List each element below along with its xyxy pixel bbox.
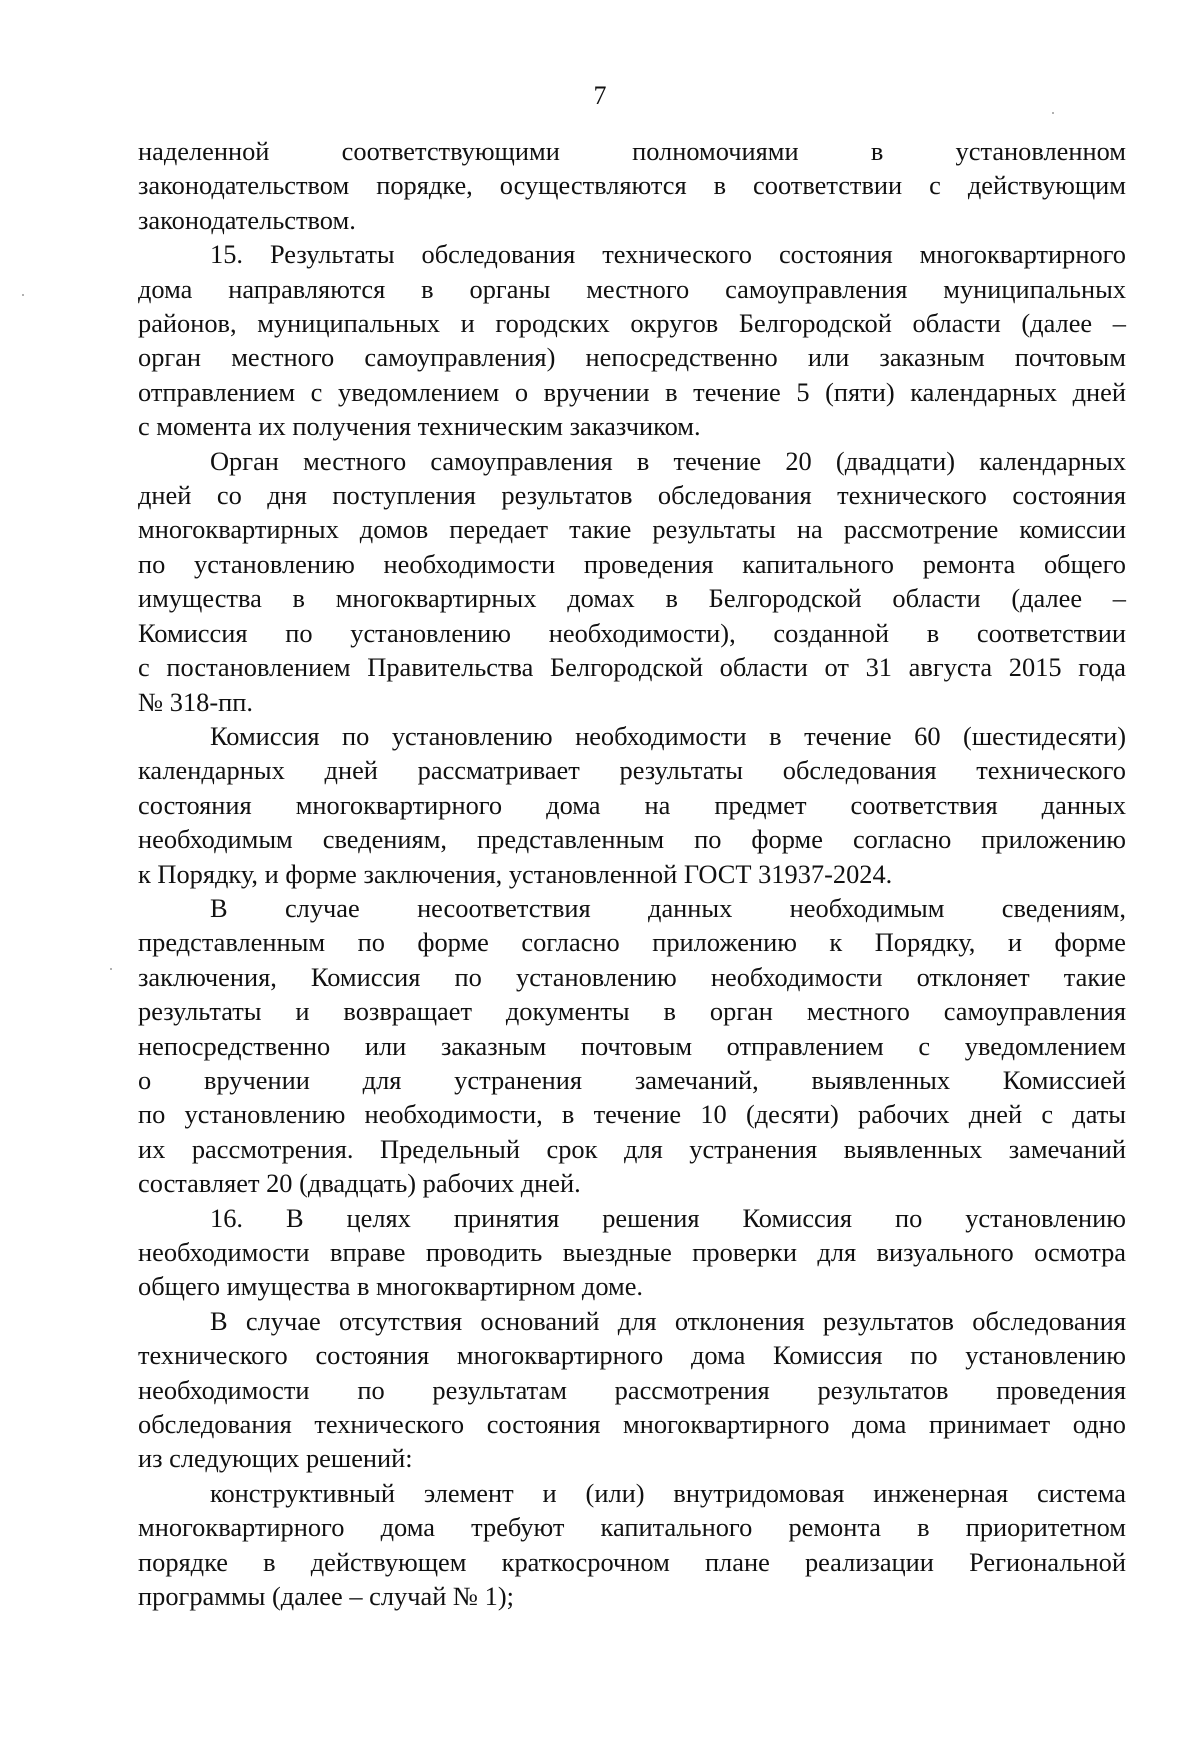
paragraph-line: непосредственно или заказным почтовым отправлением с уведомлением <box>138 1030 1126 1061</box>
paragraph <box>138 1476 1126 1614</box>
paragraph-line: результаты и возвращает документы в орган местного самоуправления <box>138 996 1126 1027</box>
paragraph-line: Комиссия по установлению необходимости), созданной в соответствии <box>138 617 1126 648</box>
paragraph <box>138 237 1126 443</box>
paragraph-line: технического состояния многоквартирного дома Комиссия по установлению <box>138 1340 1126 1371</box>
scan-artifact-dot <box>1052 112 1054 114</box>
paragraph-line: конструктивный элемент и (или) внутридомовая инженерная система <box>210 1477 1126 1508</box>
paragraph-line: составляет 20 (двадцать) рабочих дней. <box>138 1168 581 1199</box>
paragraph <box>138 891 1126 1201</box>
paragraph <box>138 1201 1126 1304</box>
scan-artifact-dot <box>110 968 112 970</box>
paragraph-line: дней со дня поступления результатов обследования технического состояния <box>138 480 1126 511</box>
paragraph <box>138 444 1126 719</box>
paragraph-line: многоквартирных домов передает такие результаты на рассмотрение комиссии <box>138 514 1126 545</box>
paragraph-line: имущества в многоквартирных домах в Белгородской области (далее – <box>138 583 1126 614</box>
paragraph-line: наделенной соответствующими полномочиями в установленном <box>138 136 1126 166</box>
paragraph-line: орган местного самоуправления) непосредственно или заказным почтовым <box>138 342 1126 373</box>
scan-artifact-dot <box>22 294 24 296</box>
paragraph-line: 16. В целях принятия решения Комиссия по установлению <box>210 1202 1126 1233</box>
paragraph-line: необходимости вправе проводить выездные проверки для визуального осмотра <box>138 1237 1126 1267</box>
paragraph-line: отправлением с уведомлением о вручении в течение 5 (пяти) календарных дней <box>138 376 1126 407</box>
paragraph-line: заключения, Комиссия по установлению необходимости отклоняет такие <box>138 961 1126 992</box>
paragraph-line: дома направляются в органы местного самоуправления муниципальных <box>138 273 1126 304</box>
paragraph <box>138 719 1126 891</box>
paragraph-line: о вручении для устранения замечаний, выявленных Комиссией <box>138 1064 1126 1095</box>
page-number: 7 <box>593 81 607 110</box>
paragraph-line: № 318-пп. <box>138 686 253 717</box>
paragraph-line: многоквартирного дома требуют капитального ремонта в приоритетном <box>138 1512 1126 1543</box>
paragraph-line: с постановлением Правительства Белгородской области от 31 августа 2015 года <box>138 652 1126 683</box>
paragraph-line: общего имущества в многоквартирном доме. <box>138 1271 644 1302</box>
paragraph-line: состояния многоквартирного дома на предмет соответствия данных <box>138 789 1126 820</box>
paragraph-line: порядке в действующем краткосрочном плане реализации Региональной <box>138 1546 1126 1577</box>
paragraph-line: законодательством. <box>138 204 356 235</box>
paragraph-line: районов, муниципальных и городских округов Белгородской области (далее – <box>138 308 1126 339</box>
paragraph-line: из следующих решений: <box>138 1443 413 1474</box>
paragraph-line: по установлению необходимости, в течение 10 (десяти) рабочих дней с даты <box>138 1099 1126 1130</box>
paragraph-line: программы (далее – случай № 1); <box>138 1581 515 1612</box>
paragraph-line: календарных дней рассматривает результаты обследования технического <box>138 755 1126 786</box>
paragraph-line: В случае несоответствия данных необходимым сведениям, <box>210 892 1126 923</box>
paragraph-line: Комиссия по установлению необходимости в течение 60 (шестидесяти) <box>210 720 1126 751</box>
paragraph-line: В случае отсутствия оснований для отклонения результатов обследования <box>210 1305 1126 1336</box>
paragraph-line: к Порядку, и форме заключения, установленной ГОСТ 31937-2024. <box>138 858 893 889</box>
paragraph-line: необходимости по результатам рассмотрения результатов проведения <box>138 1374 1126 1405</box>
paragraph <box>138 134 1126 237</box>
paragraph-line: с момента их получения техническим заказчиком. <box>138 411 701 442</box>
paragraph-line: необходимым сведениям, представленным по форме согласно приложению <box>138 824 1126 855</box>
paragraph-line: по установлению необходимости проведения капитального ремонта общего <box>138 548 1126 579</box>
paragraph-line: обследования технического состояния многоквартирного дома принимает одно <box>138 1409 1126 1440</box>
document-body <box>138 134 1126 1613</box>
paragraph-line: представленным по форме согласно приложению к Порядку, и форме <box>138 927 1126 958</box>
paragraph-line: Орган местного самоуправления в течение 20 (двадцати) календарных <box>210 445 1126 476</box>
paragraph-line: 15. Результаты обследования технического состояния многоквартирного <box>210 239 1126 270</box>
paragraph-line: законодательством порядке, осуществляются в соответствии с действующим <box>138 170 1126 201</box>
paragraph <box>138 1304 1126 1476</box>
paragraph-line: их рассмотрения. Предельный срок для устранения выявленных замечаний <box>138 1133 1126 1164</box>
